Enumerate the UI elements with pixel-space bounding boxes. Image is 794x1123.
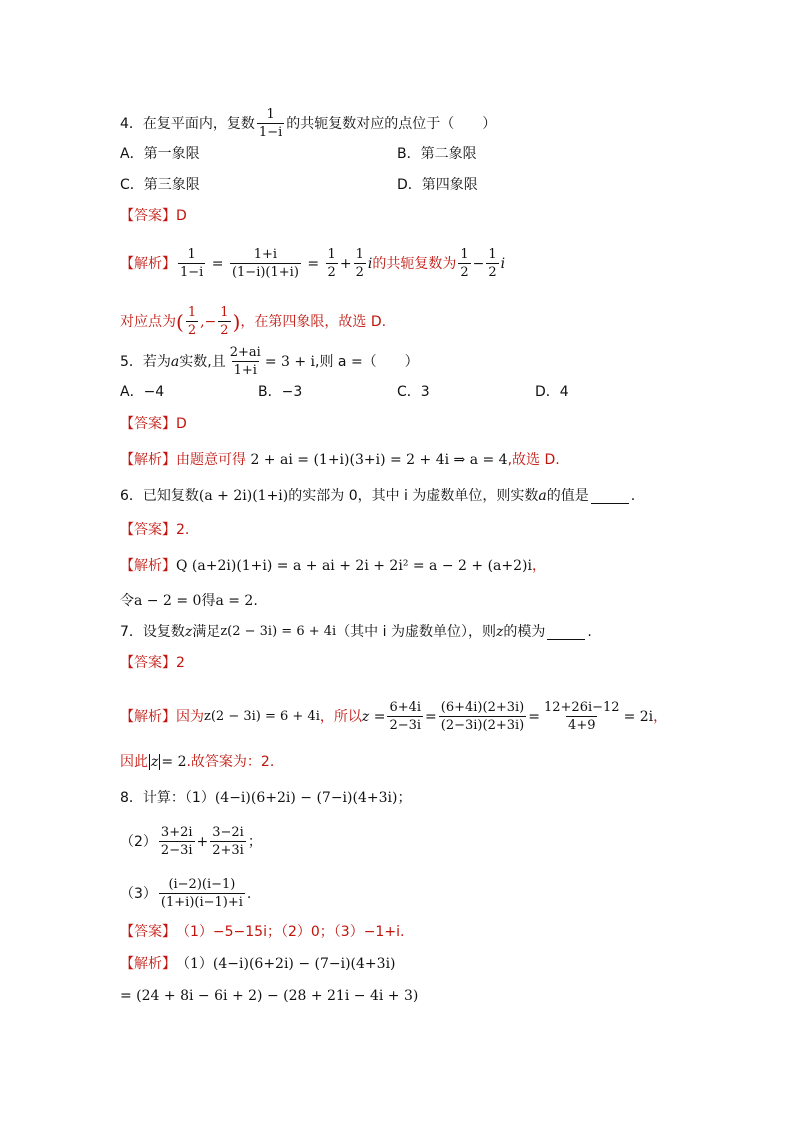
q5-analysis [120,450,560,470]
q7-analysis-z: z = [361,708,386,725]
q8-p2-frac-1-den: 2−3i [160,843,193,858]
q7-analysis-end: ， [653,708,668,725]
q4-answer-label: 【答案】 [120,208,176,224]
q4-point-y: $\frac{1}{2}$ [220,305,229,338]
q8-analysis-line1: （1）(4−i)(6+2i) − (7−i)(4+3i) [176,956,396,972]
q5-option-b-text: B．−3 [258,384,303,400]
q6-stem-prefix: 6．已知复数 [120,488,199,504]
q7-stem-var2: z [495,624,504,640]
q4-an-frac-1-den: 1−i [180,265,204,280]
q5-option-a-text: A．−4 [120,384,165,400]
q5-stem-mid: 实数,且 [179,353,226,370]
q4-an-frac-2-den: (1−i)(1+i) [231,265,299,280]
q6-stem [120,486,635,506]
q8-stem-prefix: 8．计算：（1） [120,790,215,806]
q8-answer-label: 【答案】 [120,924,176,940]
q7-analysis-expr: z(2 − 3i) = 6 + 4i [204,708,320,724]
q8-part2-end: ； [247,833,262,850]
q4-point-x: $\frac{1}{2}$ [187,305,197,338]
q7-result: = 2i [623,708,654,725]
q8-p2-frac-2 [210,824,246,859]
q5-option-c [397,382,430,402]
q7-frac-3-den: 4+9 [568,718,596,733]
q4-point-prefix: 对应点为 [120,313,176,330]
q4-an-frac-4: $\frac{1}{2}$ [355,247,364,280]
q6-stem-mid: 的实部为 0，其中 i 为虚数单位，则实数 [288,488,539,504]
q6-analysis-end: ， [531,558,546,574]
q8-part3 [120,876,251,911]
q4-an-frac-2-num: 1+i [253,247,278,262]
q4-an-frac-1 [178,246,205,281]
q6-answer-blank [591,489,629,504]
q8-stem [120,788,411,808]
q7-analysis-prefix: 因为 [176,708,204,725]
q7-frac-1-den: 2−3i [389,718,422,733]
q4-option-c-text: C．第三象限 [120,177,200,193]
q6-line2-math2: a = 2 [215,593,254,609]
q8-answer-value: （1）−5−15i；（2）0；（3）−1+i. [176,924,405,940]
q7-stem-suffix: 的模为 [503,624,546,640]
q5-analysis-prefix: 由题意可得 [176,452,246,468]
q7-line2-suffix: .故答案为：2. [186,754,275,770]
q4-frac-den: 1−i [258,125,283,140]
q8-p2-frac-2-den: 2+3i [212,843,244,858]
q4-stem [120,106,496,141]
q7-frac-3 [542,699,622,734]
q6-line2-mid: 得 [201,593,216,609]
q8-p3-frac-den: (1+i)(i−1)+i [160,895,243,910]
q7-stem-expr: z(2 − 3i) = 6 + 4i [220,624,337,639]
q4-point-suffix: ，在第四象限，故选 D. [240,313,387,330]
q7-stem-mid2: （其中 i 为虚数单位），则 [336,624,496,640]
q8-part1: (4−i)(6+2i) − (7−i)(4+3i) [214,790,398,806]
q4-stem-suffix: 的共轭复数对应的点位于（ ） [286,115,497,132]
q4-option-d [397,175,478,195]
q4-analysis: 【解析】 $\frac{1}{1-i}$ = $\frac{1+i}{(1-i)(1+i)}$ = $\frac{1}{2}$ + $\frac{1}{2}$ i 的共轭复数为 $\frac{1}{2}$ − $\frac{1}{2}$ i [120,247,506,280]
q4-analysis-label: 【解析】 [120,255,176,272]
q8-p2-frac-2-num: 3−2i [212,825,244,840]
q6-analysis-line2 [120,591,258,611]
q7-analysis-line2 [120,752,274,772]
q4-option-d-text: D．第四象限 [397,177,478,193]
q8-analysis [120,954,396,974]
q7-stem-end: . [587,624,592,640]
q7-line2-z: z [151,754,159,770]
q7-line2-math: = 2 [161,754,187,770]
q8-analysis-label: 【解析】 [120,956,176,972]
q4-an-frac-6: $\frac{1}{2}$ [488,247,497,280]
q7-stem-mid: 满足 [192,624,221,640]
q5-stem-suffix: ,则 a =（ ） [315,353,419,370]
q8-part3-label: （3） [120,885,157,902]
q5-frac-num: 2+ai [229,345,261,360]
q4-an-frac-5: $\frac{1}{2}$ [460,247,469,280]
q8-p3-frac [159,876,245,911]
q5-stem-prefix: 5．若为 [120,353,171,370]
q5-stem [120,344,419,379]
q6-line2-end: . [253,593,258,609]
q8-part3-end: . [246,885,252,902]
q5-option-d-text: D．4 [535,384,569,400]
q5-answer-value: D [176,416,187,432]
q5-option-c-text: C．3 [397,384,430,400]
q6-analysis-label: 【解析】 [120,558,176,574]
q8-part2: （2） $\frac{3+2i}{2-3i}$ + $\frac{3-2i}{2+3i}$ ； [120,825,262,858]
q8-part2-label: （2） [120,833,157,850]
q7-answer-blank [547,625,585,640]
q8-part1-end: ； [397,790,412,806]
q7-stem-var: z [184,624,193,640]
q6-stem-expr: (a + 2i)(1+i) [198,488,289,504]
q4-an-frac-1-num: 1 [187,247,196,262]
q4-option-b [397,144,477,164]
q6-analysis [120,556,546,576]
q6-stem-suffix: 的值是 [546,488,589,504]
q5-option-d [535,382,569,402]
q7-analysis: 【解析】 因为 z(2 − 3i) = 6 + 4i ，所以 z = $\frac{6+4i}{2-3i}$ = $\frac{(6+4i)(2+3i)}{(2-3i)(2+3i)}$ = $\frac{12+26i-12}{4+9}$ = 2i ， [120,700,668,733]
q5-option-a [120,382,164,402]
q4-frac-num: 1 [266,107,275,122]
q4-option-c [120,175,200,195]
q7-line2-prefix: 因此 [120,754,148,770]
q7-frac-2-den: (2−3i)(2+3i) [440,718,525,733]
q7-frac-1-num: 6+4i [389,700,422,715]
q7-answer-label: 【答案】 [120,655,176,671]
q6-stem-end: . [630,488,636,504]
q6-answer [120,520,189,540]
q5-option-b [258,382,302,402]
q5-fraction [228,344,263,379]
q7-frac-2 [439,699,526,734]
q7-frac-3-num: 12+26i−12 [543,700,620,715]
q6-answer-label: 【答案】 [120,522,176,538]
q5-answer [120,414,187,434]
q4-answer [120,206,187,226]
q7-analysis-label: 【解析】 [120,708,176,725]
q8-p2-frac-1 [159,824,195,859]
q5-answer-label: 【答案】 [120,416,176,432]
q5-frac-den: 1+i [233,363,257,378]
q4-an-frac-2 [230,246,301,281]
q7-analysis-mid: ，所以 [319,708,362,725]
q7-answer [120,653,185,673]
q5-stem-eq: = 3 + i [264,353,316,370]
q4-option-a [120,144,200,164]
q5-analysis-suffix: ,故选 D. [507,452,560,468]
q6-answer-value: 2. [176,522,190,538]
q4-answer-value: D [176,208,187,224]
q5-analysis-label: 【解析】 [120,452,176,468]
q5-var-a: a [170,353,180,370]
q6-analysis-math: Q (a+2i)(1+i) = a + ai + 2i + 2i² = a − 2 + (a+2)i [176,558,532,574]
q6-stem-var: a [538,488,547,504]
q7-stem-prefix: 7．设复数 [120,624,185,640]
q4-point: 对应点为 ( $\frac{1}{2}$ ,− $\frac{1}{2}$ ) ，在第四象限，故选 D. [120,305,387,338]
q8-p2-frac-1-num: 3+2i [160,825,193,840]
q4-stem-prefix: 4．在复平面内，复数 [120,115,255,132]
q8-analysis-line2-text: = (24 + 8i − 6i + 2) − (28 + 21i − 4i + 3) [120,988,419,1004]
q4-option-b-text: B．第二象限 [397,146,477,162]
q8-answer [120,922,404,942]
q8-analysis-line2 [120,986,418,1006]
q7-stem [120,622,592,642]
q4-conj-text: 的共轭复数为 [372,255,457,272]
q6-line2-math: a − 2 = 0 [134,593,202,609]
q6-line2-prefix: 令 [120,593,134,609]
q7-answer-value: 2 [176,655,185,671]
q5-analysis-math: 2 + ai = (1+i)(3+i) = 2 + 4i ⇒ a = 4 [250,452,508,468]
q4-option-a-text: A．第一象限 [120,146,200,162]
q4-fraction [257,106,284,141]
q8-p3-frac-num: (i−2)(i−1) [168,877,236,892]
q7-frac-1 [387,699,423,734]
q7-frac-2-num: (6+4i)(2+3i) [440,700,525,715]
q4-an-frac-3: $\frac{1}{2}$ [327,247,336,280]
